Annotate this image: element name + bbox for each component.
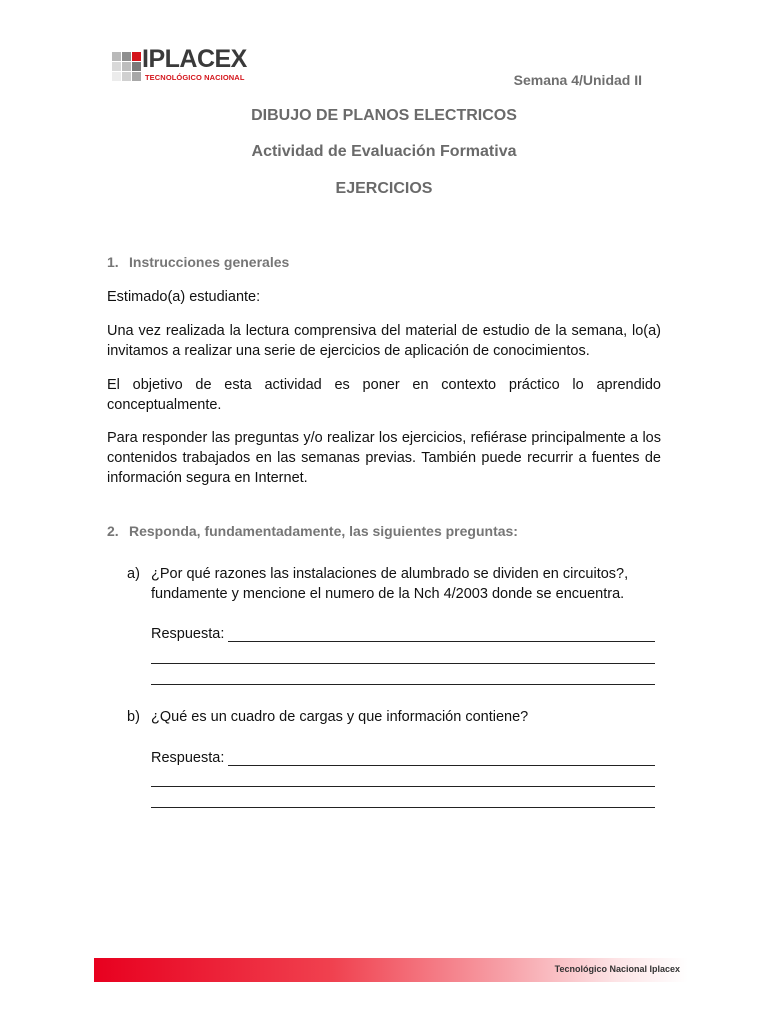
question-b-text: ¿Qué es un cuadro de cargas y que información contiene? [151, 709, 529, 725]
paragraph-3: Para responder las preguntas y/o realizar los ejercicios, refiérase principalmente a los contenidos trabajados en las semanas previas. También puede recurrir a fuentes de información segura en Internet. [107, 430, 661, 486]
answer-b-label: Respuesta: [151, 750, 225, 766]
footer-text: Tecnológico Nacional Iplacex [554, 964, 680, 974]
answer-b-line-3[interactable] [151, 807, 655, 808]
question-a [127, 564, 667, 604]
question-a-letter: a) [127, 566, 140, 582]
paragraph-2: El objetivo de esta actividad es poner en contexto práctico lo aprendido conceptualmente. [107, 377, 661, 413]
exercise-title: EJERCICIOS [335, 180, 433, 197]
answer-a-label: Respuesta: [151, 626, 225, 642]
activity-title: Actividad de Evaluación Formativa [251, 143, 517, 160]
logo-wordmark: IPLACEX [142, 45, 247, 73]
answer-a-line-2[interactable] [151, 663, 655, 664]
answer-a-line-3[interactable] [151, 684, 655, 685]
section-2-heading [107, 523, 518, 539]
question-b [127, 707, 667, 727]
section-1-heading [107, 254, 289, 270]
paragraph-1: Una vez realizada la lectura comprensiva del material de estudio de la semana, lo(a) invitamos a realizar una serie de ejercicios de aplicación de conocimientos. [107, 323, 661, 359]
answer-a-line-1[interactable] [228, 641, 655, 642]
question-a-text: ¿Por qué razones las instalaciones de alumbrado se dividen en circuitos?, fundamente y mencione el numero de la Nch 4/2003 donde se encuentra. [151, 566, 629, 602]
question-b-letter: b) [127, 709, 140, 725]
section-2-number: 2. [107, 523, 119, 539]
week-label: Semana 4/Unidad II [513, 72, 642, 88]
section-2-title: Responda, fundamentadamente, las siguientes preguntas: [129, 523, 518, 539]
answer-b-line-2[interactable] [151, 786, 655, 787]
course-title: DIBUJO DE PLANOS ELECTRICOS [251, 107, 517, 124]
iplacex-logo [112, 45, 262, 86]
logo-mosaic-icon [112, 52, 142, 82]
logo-subtitle: TECNOLÓGICO NACIONAL [145, 73, 245, 82]
section-1-number: 1. [107, 254, 119, 270]
greeting: Estimado(a) estudiante: [107, 289, 261, 305]
answer-b-line-1[interactable] [228, 765, 655, 766]
section-1-title: Instrucciones generales [129, 254, 290, 270]
